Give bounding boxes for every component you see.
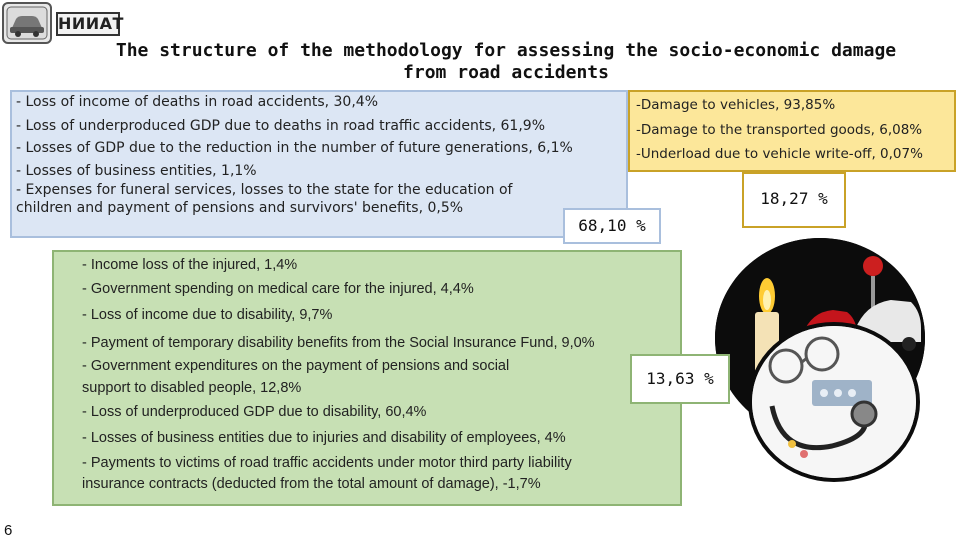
deaths-item: - Loss of underproduced GDP due to deaths in road traffic accidents, 61,9% xyxy=(16,118,545,134)
logo-text: НИИАТ xyxy=(56,12,120,36)
injuries-item: - Losses of business entities due to injuries and disability of employees, 4% xyxy=(82,430,566,446)
stethoscope-glasses-pills-icon xyxy=(748,322,920,482)
deaths-share-badge: 68,10 % xyxy=(563,208,661,244)
deaths-item: - Loss of income of deaths in road accidents, 30,4% xyxy=(16,94,378,110)
deaths-item: - Losses of business entities, 1,1% xyxy=(16,163,257,179)
injuries-item: - Income loss of the injured, 1,4% xyxy=(82,257,298,273)
title-line-2: from road accidents xyxy=(403,62,609,83)
property-item: -Damage to vehicles, 93,85% xyxy=(636,97,836,113)
deaths-item: - Losses of GDP due to the reduction in the number of future generations, 6,1% xyxy=(16,140,573,156)
injuries-item: - Government spending on medical care for the injured, 4,4% xyxy=(82,281,474,297)
property-item: -Underload due to vehicle write-off, 0,07% xyxy=(636,146,923,162)
page-title xyxy=(40,40,960,84)
page-number: 6 xyxy=(4,522,13,539)
logo xyxy=(2,2,124,44)
injuries-item: - Payments to victims of road traffic accidents under motor third party liability xyxy=(82,455,572,471)
title-line-1: The structure of the methodology for assessing the socio-economic damage xyxy=(115,40,897,61)
property-item: -Damage to the transported goods, 6,08% xyxy=(636,122,923,138)
injuries-share-badge: 13,63 % xyxy=(630,354,730,404)
deaths-item: - Expenses for funeral services, losses to the state for the education of xyxy=(16,182,513,198)
injuries-item: support to disabled people, 12,8% xyxy=(82,380,302,396)
injuries-item: - Loss of income due to disability, 9,7% xyxy=(82,307,333,323)
injuries-item: - Government expenditures on the payment of pensions and social xyxy=(82,358,510,374)
injuries-item: insurance contracts (deducted from the total amount of damage), -1,7% xyxy=(82,476,541,492)
deaths-item: children and payment of pensions and survivors' benefits, 0,5% xyxy=(16,200,464,216)
injuries-item: - Payment of temporary disability benefits from the Social Insurance Fund, 9,0% xyxy=(82,335,595,351)
property-share-badge: 18,27 % xyxy=(742,172,846,228)
injuries-item: - Loss of underproduced GDP due to disability, 60,4% xyxy=(82,404,427,420)
car-logo-icon xyxy=(2,2,52,44)
